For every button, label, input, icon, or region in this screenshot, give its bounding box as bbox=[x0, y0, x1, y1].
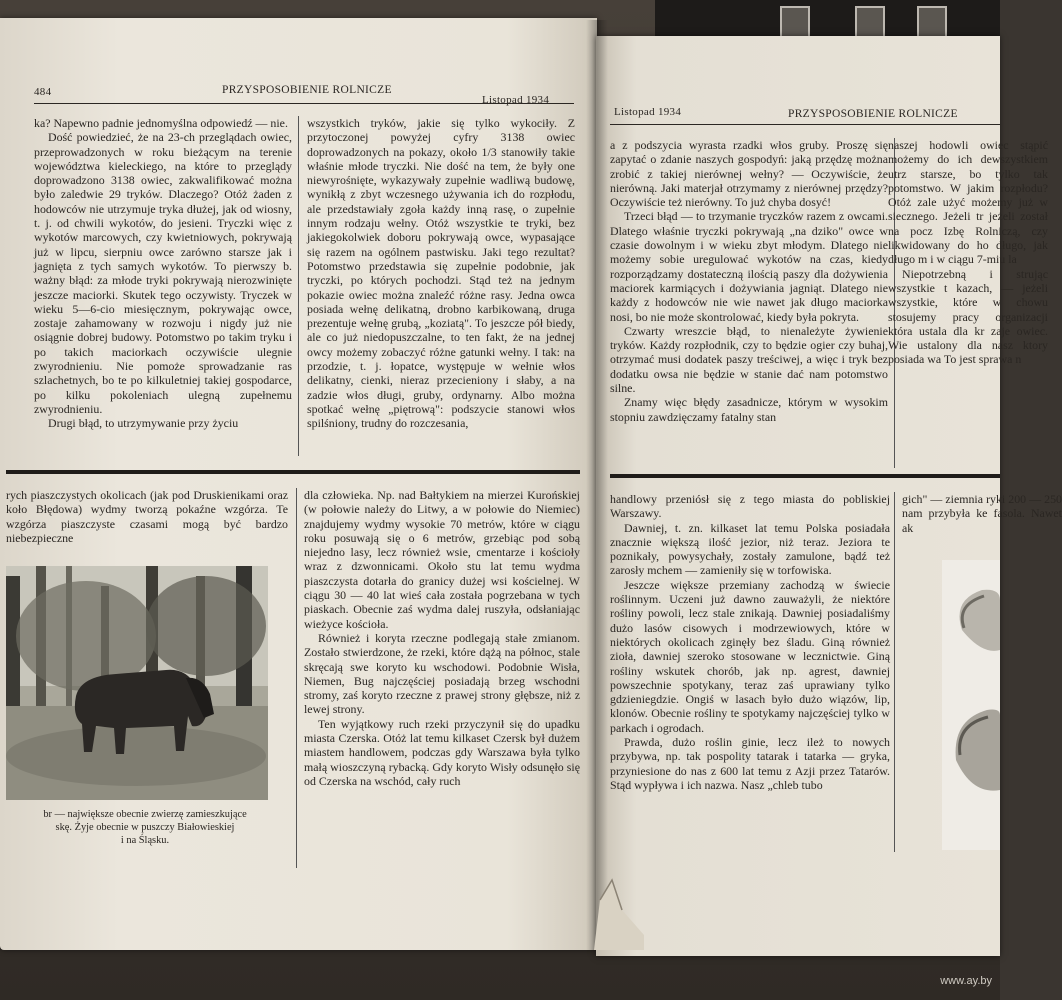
paragraph: gich" — ziemnia ryki 200 — 250 nam przybyła ke fasola. Nawet ak bbox=[902, 492, 1062, 535]
page-number: 484 bbox=[34, 86, 52, 98]
clipped-text bbox=[888, 138, 1048, 367]
text-column-1 bbox=[34, 116, 292, 431]
column-divider bbox=[298, 116, 299, 456]
column-divider bbox=[296, 488, 297, 868]
paragraph: Czwarty wreszcie błąd, to nienależyte żywienie tryków. Każdy rozpłodnik, czy to będzie ogier czy buhaj, otrzymać musi dodatek paszy treściwej, a więc i tryk bez dodatku owsa nie będzie w stanie dać nam potomstwo silne. bbox=[610, 323, 888, 396]
figure-panel bbox=[942, 560, 1000, 850]
text-column-2 bbox=[888, 138, 1048, 478]
header-rule bbox=[34, 103, 574, 104]
paragraph: a z podszycia wyrasta rzadki włos gruby. Proszę się zapytać o zdanie naszych gospodyń: jaką przędzę można zrobić z takiej nierównej wełny? — Oczywiście, że nierówną. Jaki materjał otrzymamy z nierównej przędzy? Oczywiście też nierówny. To już chyba dosyć! bbox=[610, 138, 888, 210]
issue-date: Listopad 1934 bbox=[482, 94, 550, 106]
torn-page-corner bbox=[594, 880, 644, 950]
paragraph: Trzeci błąd — to trzymanie tryczków razem z owcami. Dlatego właśnie tryczki pokrywają „na dziko" owce w czasie dowolnym i w wieku zbyt młodym. Dlatego nie możemy sobie uregulować wykotów na czas, kiedy rozporządzamy dostateczną ilością paszy dla dożywienia maciorek karmiących i dożywiania jagniąt. Dlatego nie każdy z hodowców nie wie nawet jak długo maciorka nosi, bo nie może skontrolować, kiedy była pokryta. bbox=[610, 209, 888, 324]
paragraph: Dość powiedzieć, że na 23-ch przeglądach owiec, przeprowadzonych w roku bieżącym na terenie województwa kieleckiego, na które to przeglądy doprowadzono 3138 owiec, zakwalifikować można było zaledwie 29 tryków. Dlaczego? Otóż żaden z hodowców nie utrzymuje tryka dłużej, jak od wiosny, t. j. od chwili wykotów, do jesieni. Tryczki więc z wykotów marcowych, czy kwietniowych, pokrywają już w lipcu, sierpniu owce zarówno starsze jak i jagnięta z tych samych wykotów. To pierwszy b. ważny błąd: za młode tryki pokrywają nierozwinięte jeszcze maciorki. Skutek tego oczywisty. Tryczek w wieku 5—6-cio miesięcznym, pokrywając owce, zostaje zahamowany w rozwoju i nigdy już nie osiągnie dobrej budowy. Potomstwo po takim tryku i po takich maciorkach oczywiście ulegnie zwyrodnieniu. Nie pomoże sprowadzanie ras szlachetnych, bo te po kilkuletniej takiej gospodarce, po kilku pokoleniach ulegną zupełnemu zwyrodnieniu. bbox=[34, 130, 292, 416]
text-column-1 bbox=[610, 138, 888, 424]
window-shape bbox=[917, 6, 947, 40]
right-page bbox=[596, 36, 1062, 956]
background-photo bbox=[655, 0, 1000, 40]
book-gutter bbox=[586, 20, 608, 950]
section-divider bbox=[6, 470, 580, 474]
lower-column-2 bbox=[304, 488, 580, 788]
section-divider bbox=[610, 474, 1000, 478]
paragraph: Znamy więc błędy zasadnicze, którym w wysokim stopniu zawdzięczamy fatalny stan bbox=[610, 395, 888, 424]
paragraph: naszej hodowli owiec stąpić możemy do ich dewszystkiem utrz starsze, bo tylko tak potomstwo. W jakim rozpłodu? Otóż zale użyć możemy już w siecznego. Jeżeli tr jeżeli został na pocz Izbę Rolniczą, czy likwidowany do ho długo, jak długo m i w ciągu 7-miu la bbox=[888, 138, 1048, 267]
paragraph: dla człowieka. Np. nad Bałtykiem na mierzei Kurońskiej (w połowie należy do Litwy, a w połowie do Niemiec) znajdujemy wydmy wysokie 70 metrów, które w ciągu roku posuwają się o 6 metrów, grzebiąc pod sobą niejedno lasy, lecz również wsie, cmentarze i kościoły wraz z dzwonnicami. Około stu lat temu wydma piaszczysta dotarła do granicy dużej wsi kościelnej. W ciągu 30 — 40 lat wieś cała została pogrzebana w tych piaskach. Obecnie zaś wydma dalej ruszyła, odsłaniając wieżyce kościoła. bbox=[304, 488, 580, 631]
bison-photo bbox=[6, 566, 268, 800]
running-title: PRZYSPOSOBIENIE ROLNICZE bbox=[222, 84, 392, 96]
header-rule bbox=[610, 124, 1000, 125]
column-divider bbox=[894, 492, 895, 852]
watermark: www.ay.by bbox=[940, 975, 992, 987]
paragraph: Dawniej, t. zn. kilkaset lat temu Polska posiadała znacznie większą ilość jezior, niż teraz. Jeziora te poznikały, powysychały, zostały zamulone, bądź też zarosły mchem — zamieniły się w torfowiska. bbox=[610, 520, 890, 578]
paragraph: Prawda, dużo roślin ginie, lecz ileż to nowych przybywa, np. tak pospolity tatarak i tatarka — gryka, przyniesione do nas z 600 lat temu z Azji przez Tatarów. Stąd wypływa i ich nazwa. Nasz „chleb tubo bbox=[610, 735, 890, 792]
text-column-2 bbox=[307, 116, 575, 431]
clipped-text bbox=[902, 492, 1062, 535]
issue-date: Listopad 1934 bbox=[614, 106, 682, 118]
caption-line: i na Śląsku. bbox=[120, 835, 170, 846]
photo-caption bbox=[0, 808, 290, 847]
caption-line: br — największe obecnie zwierzę zamieszkujące bbox=[43, 809, 247, 820]
paragraph: Drugi błąd, to utrzymywanie przy życiu bbox=[48, 416, 239, 431]
caption-line: skę. Żyje obecnie w puszczy Białowieskiej bbox=[55, 822, 235, 833]
paragraph: Ten wyjątkowy ruch rzeki przyczynił się do upadku miasta Czerska. Otóż lat temu kilkaset Czersk był dużem miastem handlowem, podczas gdy Warszawa była tylko małą wioszczyną rybacką. Gdy koryto Wisły odsunęło się od Czerska na wschód, cały ruch bbox=[304, 716, 580, 788]
lower-column-1 bbox=[6, 488, 288, 545]
window-shape bbox=[855, 6, 885, 40]
paragraph: rych piaszczystych okolicach (jak pod Druskienikami oraz koło Błędowa) wydmy tworzą pokaźne wzgórza. Te wzgórza piaszczyste czasami mogą być bardzo niebezpieczne bbox=[6, 488, 288, 545]
paragraph: Również i koryta rzeczne podlegają stałe zmianom. Zostało stwierdzone, że rzeki, które dążą na północ, stale skręcają swe koryto ku wschodowi. Podobnie Wisła, Niemen, Bug najczęściej posiadają brzeg wschodni stromy, zaś koryto rzeczne z prawej strony głębsze, niż z lewej strony. bbox=[304, 630, 580, 717]
paragraph: Jeszcze większe przemiany zachodzą w świecie roślinnym. Uczeni już dawno zauważyli, że niektóre rośliny powoli, lecz stale znikają. Dawniej posiadaliśmy dużo lasów cisowych i modrzewiowych, które w niektórych okolicach zginęły bez śladu. Giną również zioła, dawniej szeroko stosowane w lecznictwie. Giną rośliny wskutek chorób, jak np. agrest, dawniej powszechnie spotykany, teraz zaś uprawiany tylko gdzieniegdzie. Ongiś w lasach było dużo wiązów, lip, klonów. Obecnie rośliny te spotykamy najczęściej tylko w parkach i ogrodach. bbox=[610, 577, 890, 735]
lower-column-2 bbox=[902, 492, 1062, 552]
bison-illustration bbox=[6, 566, 268, 800]
paragraph: wszystkich tryków, jakie się tylko wykociły. Z przytoczonej powyżej cyfry 3138 owiec doprowadzonych na pokazy, około 1/3 stanowiły takie właśnie młode tryczki. Nie dość na tem, że były one niewyrośnięte, wykazywały zupełnie wadliwą budowę, wynikłą z zbyt wczesnego używania ich do rozpłodu, ale przedstawiały zgoła każdy inną rasę, o zupełnie innym rodzaju wełny. Otóż wszystkie te tryki, bez jakiegokolwiek doboru pokrywają owce, wypasające się razem na ogólnem pastwisku. Jaki tego rezultat? Potomstwo przedstawia się zupełnie podobnie, jak tryczki, po których pochodzi. Stąd też na jednym pokazie owiec można znaleźć różne rasy. Jedna owca posiada wełnę delikatną, drobno karbikowaną, druga prezentuje wełnę grubą, „koziatą". To jeszcze pół biedy, ale co już niedopuszczalne, to ten fakt, że na jednej owcy możemy zobaczyć różne gatunki wełny. I tak: na przodzie, t. j. łopatce, występuje w wełnie włos delikatny, cienki, nieraz przecieniony i słaby, a na zadzie włos długi, gruby, ordynarny. Albo można spotkać wełnę „piętrową": podszycie stanowi włos spilśniony, trudny do rozczesania, bbox=[307, 116, 575, 431]
paragraph: Niepotrzebną i strując wszystkie t kazach, — jeżeli wszystkie, które w chowu stosujemy pracy organizacji która ustala dla kr zaje owiec. Wie ustalony dla nasz ktory posiada wa To jest sprawa n bbox=[888, 266, 1048, 367]
window-shape bbox=[780, 6, 810, 40]
lower-column-1 bbox=[610, 492, 890, 792]
running-title: PRZYSPOSOBIENIE ROLNICZE bbox=[788, 108, 958, 120]
shell-illustration bbox=[942, 560, 1000, 850]
paragraph: ka? Napewno padnie jednomyślna odpowiedź — nie. bbox=[34, 116, 288, 130]
left-page bbox=[0, 18, 597, 950]
paragraph: handlowy przeniósł się z tego miasta do pobliskiej Warszawy. bbox=[610, 492, 890, 521]
